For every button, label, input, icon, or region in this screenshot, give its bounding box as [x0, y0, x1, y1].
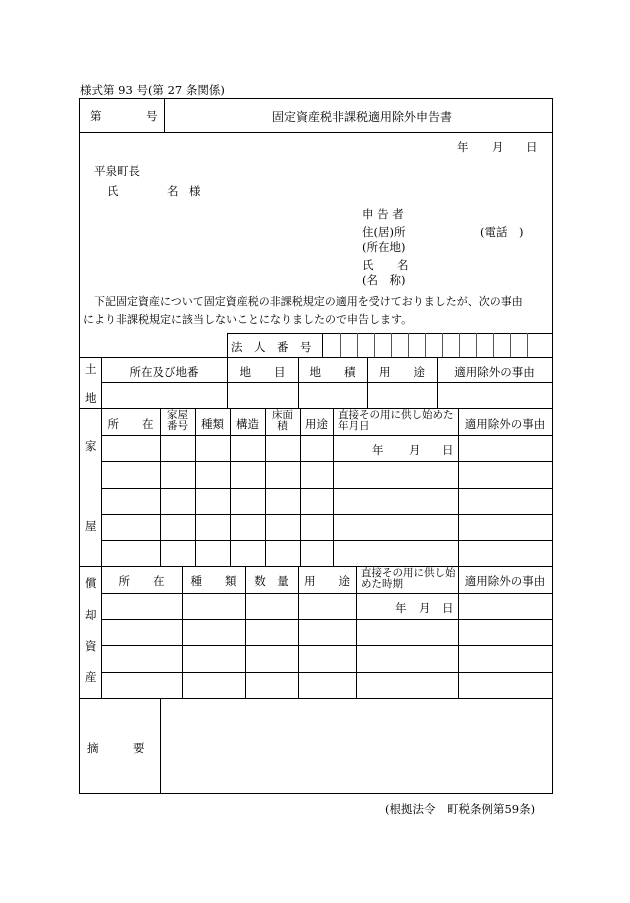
depr-header-type: 種 類 — [190, 574, 237, 588]
form-title: 固定資産税非課税適用除外申告書 — [272, 110, 453, 124]
land-header-location: 所在及び地番 — [129, 365, 199, 379]
land-header-reason: 適用除外の事由 — [454, 365, 535, 379]
number-go: 号 — [146, 109, 158, 123]
applicant-meisho: (名 称) — [362, 273, 406, 287]
addressee-sama: 様 — [189, 184, 201, 198]
depr-side-2: 却 — [85, 608, 97, 622]
depr-date-year: 年 — [395, 601, 407, 615]
house-date-day: 日 — [442, 443, 454, 457]
applicant-name-mei: 名 — [397, 258, 409, 272]
house-header-type: 種類 — [201, 417, 224, 431]
house-header-floor-area: 床面積 — [272, 409, 293, 432]
frame-right — [552, 98, 553, 794]
legal-basis-footer: (根拠法令 町税条例第59条) — [385, 802, 536, 816]
date-day: 日 — [526, 140, 538, 154]
house-header-number: 家屋番号 — [167, 409, 188, 432]
house-side-2: 屋 — [85, 519, 97, 533]
applicant-phone: (電話 ) — [480, 225, 524, 239]
house-header-reason: 適用除外の事由 — [464, 417, 546, 431]
depr-side-1: 償 — [85, 576, 97, 590]
depr-date-day: 日 — [442, 601, 454, 615]
number-dai: 第 — [90, 109, 102, 123]
applicant-address: 住(居)所 — [362, 225, 406, 239]
house-header-start-date: 直接その用に供し始めた年月日 — [338, 409, 454, 432]
frame-top — [79, 98, 553, 99]
statement-line-2: により非課税規定に該当しないことになりましたので申告します。 — [83, 313, 413, 326]
depr-header-reason: 適用除外の事由 — [464, 574, 546, 588]
applicant-name-shi: 氏 — [362, 258, 374, 272]
land-header-category: 地 目 — [239, 365, 286, 379]
summary-field[interactable] — [162, 700, 550, 792]
land-side-1: 土 — [85, 362, 97, 376]
applicant-label: 申 告 者 — [362, 207, 404, 221]
depr-header-use: 用 途 — [304, 574, 350, 588]
addressee-mei: 名 — [167, 184, 179, 198]
depr-side-3: 資 — [85, 639, 97, 653]
depr-side-4: 産 — [85, 670, 97, 684]
form-number: 様式第 93 号(第 27 条関係) — [80, 83, 225, 97]
frame-bottom — [79, 793, 553, 794]
land-header-use: 用 途 — [379, 365, 425, 379]
house-header-use: 用途 — [305, 417, 328, 431]
depr-header-location: 所 在 — [118, 574, 165, 588]
depr-header-quantity: 数 量 — [254, 574, 289, 588]
house-date-month: 月 — [409, 443, 421, 457]
date-month: 月 — [492, 140, 504, 154]
house-side-1: 家 — [85, 439, 97, 453]
applicant-location: (所在地) — [362, 240, 406, 254]
frame-left — [79, 98, 80, 794]
corp-number-label: 法 人 番 号 — [231, 340, 312, 354]
land-header-area: 地 積 — [309, 365, 356, 379]
addressee-mayor: 平泉町長 — [94, 164, 140, 178]
date-year: 年 — [457, 140, 469, 154]
statement-line-1: 下記固定資産について固定資産税の非課税規定の適用を受けておりましたが、次の事由 — [94, 295, 523, 308]
land-side-2: 地 — [85, 391, 97, 405]
summary-label: 摘 要 — [87, 741, 145, 755]
depr-date-month: 月 — [419, 601, 431, 615]
depr-header-start-time: 直接その用に供し始めた時期 — [361, 567, 456, 590]
house-header-structure: 構造 — [236, 417, 259, 431]
house-header-location: 所 在 — [107, 417, 154, 431]
addressee-shi: 氏 — [107, 184, 119, 198]
house-date-year: 年 — [372, 443, 384, 457]
